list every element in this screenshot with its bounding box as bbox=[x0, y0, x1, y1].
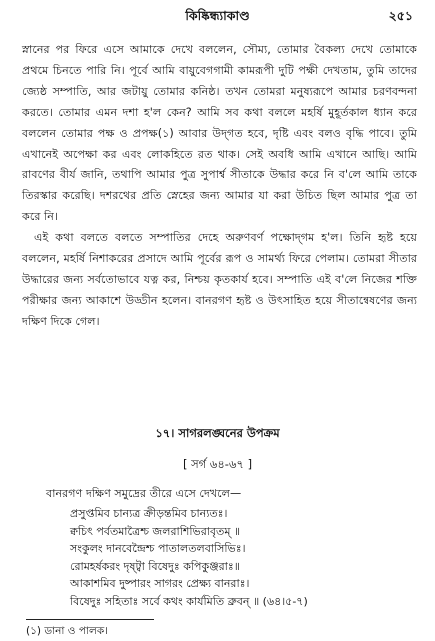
section-heading: ১৭। সাগরলঙ্ঘনের উপক্রম bbox=[155, 426, 280, 440]
paragraph: স্নানের পর ফিরে এসে আমাকে দেখে বললেন, সৌম্য, তোমার বৈকল্য দেখে তোমাকে প্রথমে চিনতে পারি নি। পূর্বে আমি বায়ুবেগগামী কামরূপী দুটি পক্ষী দেখতাম, তুমি তাদের জ্যেষ্ঠ সম্পাতি, আর জটায়ু তোমার কনিষ্ঠ। তখন তোমরা মনুষ্যরূপে আমার চরণবন্দনা করতে। তোমার এমন দশা হ'ল কেন? আমি সব কথা বললে মহর্ষি মুহূর্তকাল ধ্যান করে বললেন তোমার পক্ষ ও প্রপক্ষ(১) আবার উদ্‌গত হবে, দৃষ্টি এবং বলও বৃদ্ধি পাবে। তুমি এখানেই অপেক্ষা কর এবং লোকহিতে রত থাক। সেই অবধি আমি এখানে আছি। আমি রাবণের বীর্য জানি, তথাপি আমার পুত্র সুপার্শ্ব সীতাকে উদ্ধার করে নি ব'লে আমি তাকে তিরস্কার করেছি। দশরথের প্রতি স্নেহের জন্য আমার যা করা উচিত ছিল আমার পুত্র তা করে নি। bbox=[22, 43, 417, 224]
sarga-reference: [ সর্গ ৬৪-৬৭ ] bbox=[182, 457, 253, 471]
verse-line: আকাশমিব দুষ্পারং সাগরং প্রেক্ষ্য বানরাঃ। bbox=[70, 577, 250, 591]
verse-line: রোমহর্ষকরং দৃষ্ট্বা বিষেদুঃ কপিকুঞ্জরাঃ॥ bbox=[70, 559, 240, 573]
sanskrit-verse bbox=[70, 505, 425, 611]
page-number: ২৫১ bbox=[388, 8, 413, 23]
verse-line: প্রসুপ্তমিব চান্যত্র ক্রীড়ন্তমিব চান্যতঃ। bbox=[70, 507, 228, 520]
verse-line: বিষেদুঃ সহিতাঃ সর্বে কথং কার্যমিতি ব্রুবন্ ॥ (৬৪।৫-৭) bbox=[70, 594, 308, 608]
body-text bbox=[22, 40, 417, 333]
verse-line: ক্বচিৎ পর্বতমাত্রৈশ্চ জলরাশিভিরাবৃতম্ ॥ bbox=[70, 524, 241, 538]
running-title: কিষ্কিন্ধ্যাকাণ্ড bbox=[185, 8, 250, 23]
footnote-divider bbox=[26, 619, 154, 620]
page-header bbox=[0, 8, 435, 28]
paragraph: এই কথা বলতে বলতে সম্পাতির দেহে অরুণবর্ণ পক্ষোদ্‌গম হ'ল। তিনি হৃষ্ট হয়ে বললেন, মহর্ষি নিশাকরের প্রসাদে আমি পূর্বের রূপ ও সামর্থ্য ফিরে পেলাম। তোমরা সীতার উদ্ধারের জন্য সর্বতোভাবে যত্ন কর, নিশ্চয় কৃতকার্য হবে। সম্পাতি এই ব'লে নিজের শক্তি পরীক্ষার জন্য আকাশে উড্ডীন হলেন। বানরগণ হৃষ্ট ও উৎসাহিত হয়ে সীতান্বেষণের জন্য দক্ষিণ দিকে গেল। bbox=[22, 231, 417, 328]
footnote: (১) ডানা ও পালক। bbox=[26, 625, 108, 637]
verse-line: সংকুলং দানবেন্দ্রৈশ্চ পাতালতলবাসিভিঃ। bbox=[70, 542, 246, 556]
verse-intro: বানরগণ দক্ষিণ সমুদ্রের তীরে এসে দেখলে— bbox=[46, 487, 242, 500]
